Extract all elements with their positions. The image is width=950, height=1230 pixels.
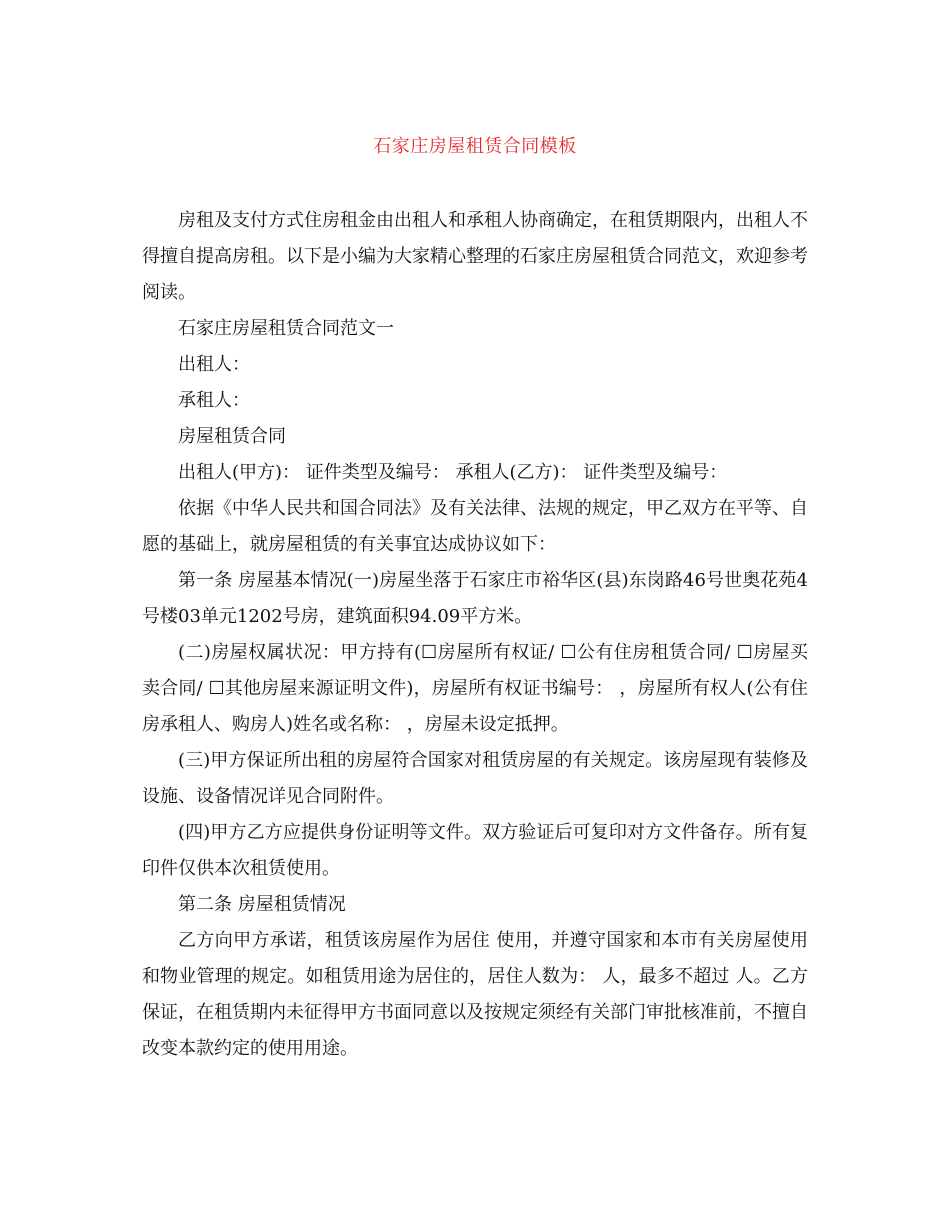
paragraph-article-2: 第二条 房屋租赁情况 <box>178 894 346 915</box>
paragraph-lessor: 出租人： <box>178 354 250 375</box>
paragraph-contract-name: 房屋租赁合同 <box>178 426 286 447</box>
paragraph-legal-basis: 依据《中华人民共和国合同法》及有关法律、法规的规定，甲乙双方在平等、自愿的基础上，就房屋租赁的有关事宜达成协议如下： <box>142 498 808 555</box>
paragraph-intro: 房租及支付方式住房租金由出租人和承租人协商确定，在租赁期限内，出租人不得擅自提高房租。以下是小编为大家精心整理的石家庄房屋租赁合同范文，欢迎参考阅读。 <box>142 210 808 303</box>
document-body <box>142 203 808 1067</box>
document-title: 石家庄房屋租赁合同模板 <box>373 136 577 157</box>
paragraph-usage: 乙方向甲方承诺，租赁该房屋作为居住 使用，并遵守国家和本市有关房屋使用和物业管理的规定。如租赁用途为居住的，居住人数为： 人，最多不超过 人。乙方保证，在租赁期内未征得甲方书面同意以及按规定须经有关部门审批核准前，不擅自改变本款约定的使用用途。 <box>142 930 808 1059</box>
paragraph-guarantee: (三)甲方保证所出租的房屋符合国家对租赁房屋的有关规定。该房屋现有装修及设施、设备情况详见合同附件。 <box>142 750 808 807</box>
paragraph-article-1: 第一条 房屋基本情况(一)房屋坐落于石家庄市裕华区(县)东岗路46号世奥花苑4号楼03单元1202号房，建筑面积94.09平方米。 <box>142 570 808 627</box>
paragraph-identity: (四)甲方乙方应提供身份证明等文件。双方验证后可复印对方文件备存。所有复印件仅供本次租赁使用。 <box>142 822 808 879</box>
paragraph-ownership: (二)房屋权属状况：甲方持有(☐房屋所有权证/ ☐公有住房租赁合同/ ☐房屋买卖合同/ ☐其他房屋来源证明文件)，房屋所有权证书编号： ，房屋所有权人(公有住房承租人、购房人)姓名或名称： ，房屋未设定抵押。 <box>142 642 808 735</box>
paragraph-parties: 出租人(甲方)： 证件类型及编号： 承租人(乙方)： 证件类型及编号： <box>178 462 728 483</box>
paragraph-sample-heading: 石家庄房屋租赁合同范文一 <box>178 318 394 339</box>
paragraph-lessee: 承租人： <box>178 390 250 411</box>
